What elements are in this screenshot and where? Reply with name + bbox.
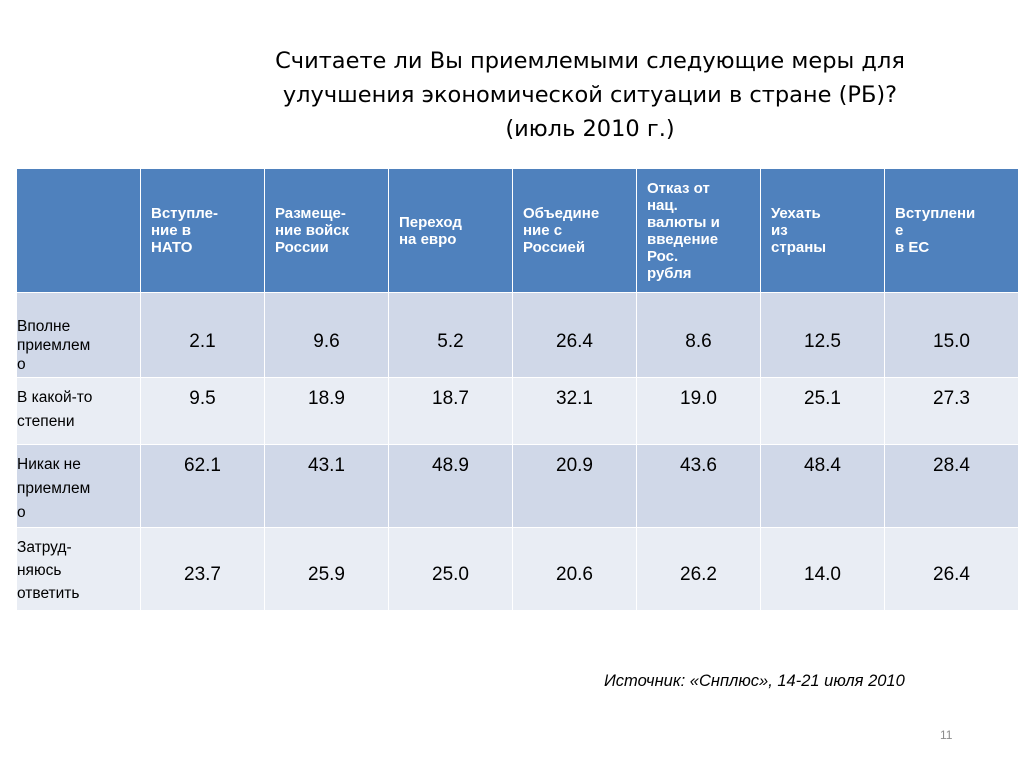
- row-label: Никак не приемлем о: [17, 445, 141, 528]
- table-cell: 2.1: [141, 293, 265, 378]
- table-cell: 27.3: [885, 378, 1019, 445]
- column-header: Объедине ние с Россией: [513, 169, 637, 293]
- table-header-row: [17, 169, 1019, 293]
- table-cell: 9.6: [265, 293, 389, 378]
- table-cell: 12.5: [761, 293, 885, 378]
- table-cell: 15.0: [885, 293, 1019, 378]
- table-cell: 8.6: [637, 293, 761, 378]
- table-cell: 43.1: [265, 445, 389, 528]
- column-header: Размеще- ние войск России: [265, 169, 389, 293]
- table-cell: 9.5: [141, 378, 265, 445]
- column-header: Переход на евро: [389, 169, 513, 293]
- title-line-3: (июль 2010 г.): [505, 116, 675, 142]
- table-row: [17, 445, 1019, 528]
- row-label: В какой-то степени: [17, 378, 141, 445]
- corner-cell: [17, 169, 141, 293]
- table-cell: 20.6: [513, 528, 637, 611]
- row-label: Затруд- няюсь ответить: [17, 528, 141, 611]
- table-cell: 28.4: [885, 445, 1019, 528]
- table-cell: 48.9: [389, 445, 513, 528]
- table-row: [17, 528, 1019, 611]
- table-cell: 26.4: [885, 528, 1019, 611]
- table-cell: 48.4: [761, 445, 885, 528]
- survey-table: [16, 168, 1019, 611]
- table-cell: 14.0: [761, 528, 885, 611]
- page-number: 11: [940, 728, 953, 742]
- table-row: [17, 293, 1019, 378]
- table-cell: 26.4: [513, 293, 637, 378]
- table-cell: 5.2: [389, 293, 513, 378]
- table-cell: 18.9: [265, 378, 389, 445]
- title-line-2: улучшения экономической ситуации в стране (РБ)?: [282, 82, 898, 108]
- table-cell: 32.1: [513, 378, 637, 445]
- table-cell: 62.1: [141, 445, 265, 528]
- table-cell: 20.9: [513, 445, 637, 528]
- table-cell: 43.6: [637, 445, 761, 528]
- page-title: [150, 44, 1024, 146]
- table-cell: 26.2: [637, 528, 761, 611]
- table-cell: 25.0: [389, 528, 513, 611]
- column-header: Отказ от нац. валюты и введение Рос. рубля: [637, 169, 761, 293]
- table-cell: 18.7: [389, 378, 513, 445]
- row-label: Вполне приемлем о: [17, 293, 141, 378]
- table-cell: 25.9: [265, 528, 389, 611]
- table-cell: 25.1: [761, 378, 885, 445]
- column-header: Уехать из страны: [761, 169, 885, 293]
- table-cell: 23.7: [141, 528, 265, 611]
- source-note: Источник: «Снплюс», 14-21 июля 2010: [604, 672, 905, 690]
- column-header: Вступле- ние в НАТО: [141, 169, 265, 293]
- column-header: Вступлени е в ЕС: [885, 169, 1019, 293]
- table-row: [17, 378, 1019, 445]
- title-line-1: Считаете ли Вы приемлемыми следующие меры для: [275, 48, 905, 74]
- table-cell: 19.0: [637, 378, 761, 445]
